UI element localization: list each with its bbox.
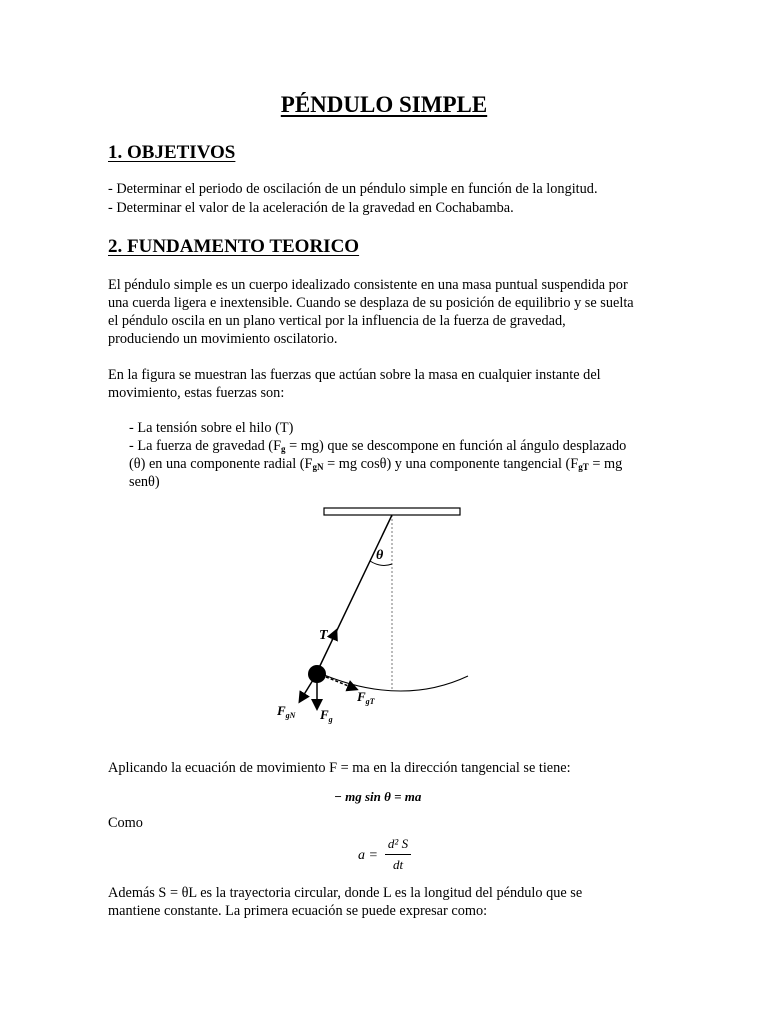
pendulum-string — [317, 515, 392, 672]
equation-tangential: − mg sin θ = ma — [334, 789, 422, 804]
paragraph-line: el péndulo oscila en un plano vertical por la influencia de la fuerza de gravedad, — [108, 313, 566, 329]
force-gravity-item-line1: - La fuerza de gravedad $(F_g = mg)$ que se descompone en función al ángulo desplazado — [129, 438, 627, 454]
force-gravity-item-line2: (θ) en una componente radial ($F_{gN}$ = mg cosθ) y una componente tangencial ($F_{gT}$ = mg — [129, 456, 623, 472]
radial-force-label: $F_{gN}$ — [277, 703, 296, 720]
tangential-force-arrow — [326, 677, 356, 689]
paragraph-line: una cuerda ligera e inextensible. Cuando se desplaza de su posición de equilibrio y se suelta — [108, 295, 634, 311]
paragraph-line: Además S = θL es la trayectoria circular, donde L es la longitud del péndulo que se — [108, 885, 583, 901]
fraction-bar — [385, 854, 411, 855]
paragraph-line: produciendo un movimiento oscilatorio. — [108, 331, 338, 347]
objective-2: - Determinar el valor de la aceleración de la gravedad en Cochabamba. — [108, 200, 514, 216]
force-gravity-item-line3: senθ) — [129, 474, 160, 490]
force-tension-item: - La tensión sobre el hilo (T) — [129, 420, 294, 436]
pendulum-figure — [260, 500, 500, 730]
paragraph-line: En la figura se muestran las fuerzas que actúan sobre la masa en cualquier instante del — [108, 367, 601, 383]
radial-force-arrow — [300, 680, 313, 701]
paragraph-line: El péndulo simple es un cuerpo idealizado consistente en una masa puntual suspendida por — [108, 277, 628, 293]
paragraph-line: movimiento, estas fuerzas son: — [108, 385, 285, 401]
tangential-force-label: $F_{gT}$ — [357, 689, 375, 706]
gravity-label: $F_g$ — [320, 707, 333, 724]
eq-numerator: d² S — [387, 836, 409, 851]
eq-lhs: a = — [358, 848, 378, 863]
paragraph-line: Como — [108, 815, 143, 831]
pendulum-mass — [308, 665, 326, 683]
page-title: PÉNDULO SIMPLE — [280, 92, 488, 117]
paragraph-line: mantiene constante. La primera ecuación se puede expresar como: — [108, 903, 488, 919]
eq-denominator: dt — [392, 857, 404, 872]
theta-label: θ — [376, 548, 384, 563]
equation-acceleration — [358, 836, 428, 876]
paragraph-line: Aplicando la ecuación de movimiento F = ma en la dirección tangencial se tiene: — [108, 760, 571, 776]
ceiling-support — [324, 508, 460, 515]
tension-label: T — [319, 628, 328, 643]
section-heading-objetivos: 1. OBJETIVOS — [108, 142, 236, 163]
tension-arrow — [332, 631, 336, 640]
objective-1: - Determinar el periodo de oscilación de un péndulo simple en función de la longitud. — [108, 181, 598, 197]
section-heading-fundamento: 2. FUNDAMENTO TEORICO — [108, 236, 360, 257]
